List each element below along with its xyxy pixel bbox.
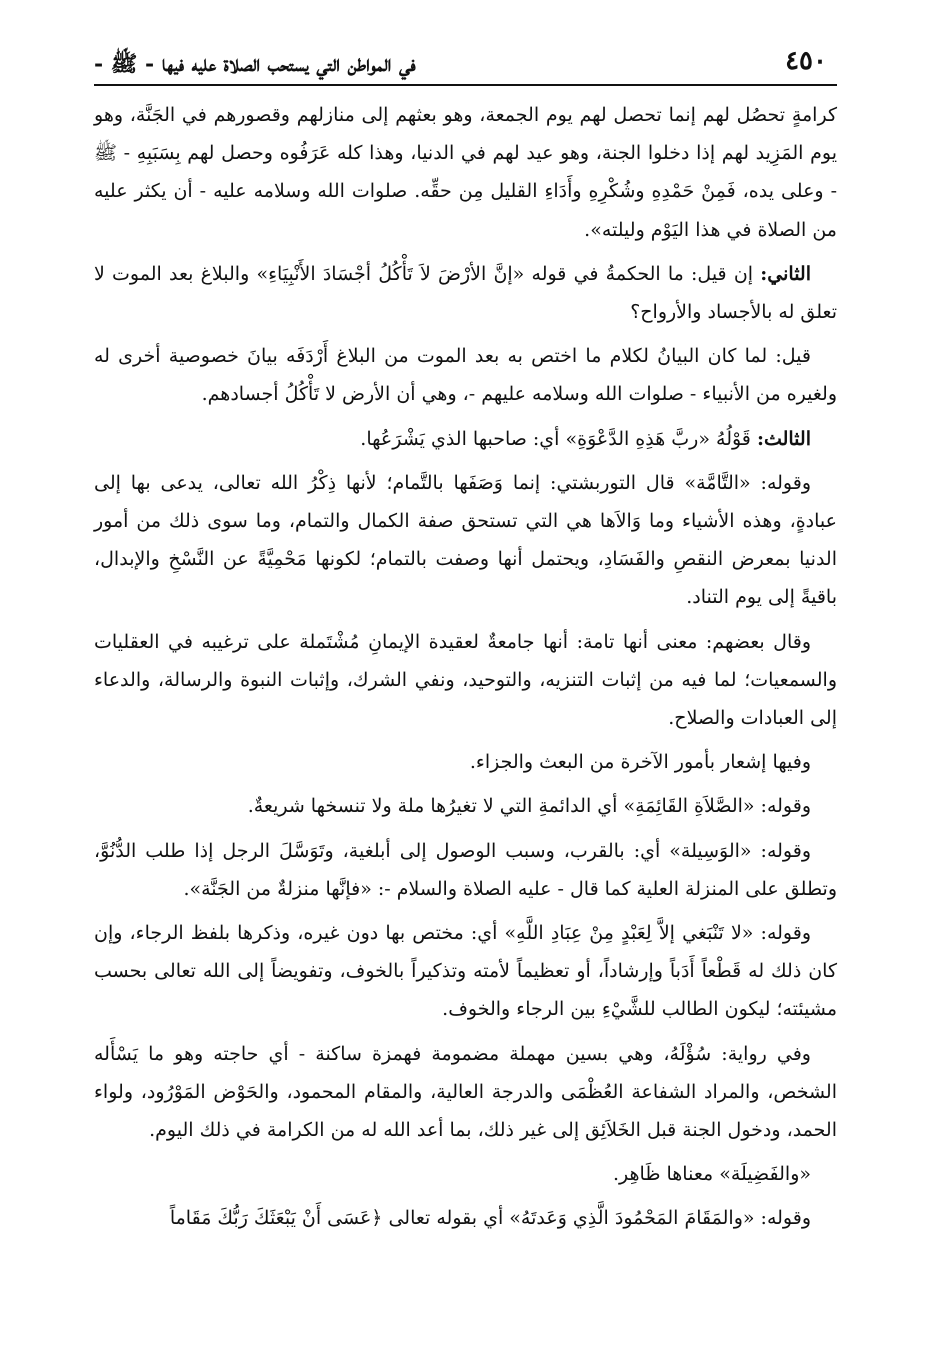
paragraph-11: وفي رواية: سُؤْلَهُ، وهي بسين مهملة مضمومة فهمزة ساكنة - أي حاجته وهو ما يَسْأَله الشخص، والمراد الشفاعة العُظْمَى والدرجة العالية، والمقام المحمود، والحَوْض المَوْرُود، ولواء الحمد، ودخول الجنة قبل الخَلاَئِق إلى غير ذلك، بما أعد الله له من الكرامة في ذلك اليوم. [94, 1042, 837, 1142]
page-number: ٤٥٠ [785, 46, 827, 76]
section-marker: الثاني: [760, 262, 811, 285]
paragraph-8: وقوله: «الصَّلاَةِ القَائِمَةِ» أي الدائمةِ التي لا تغيرُها ملة ولا تنسخها شريعةٌ. [247, 795, 811, 818]
book-page [94, 40, 837, 1350]
paragraph-3: قيل: لما كان البيانُ لكلام ما اختص به بعد الموت من البلاغ أَرْدَفَه بيانَ خصوصية أخرى له ولغيره من الأنبياء - صلوات الله وسلامه عليهم -، وهي أن الأرض لا تَأْكُلُ أجسادهم. [94, 345, 837, 406]
paragraph-12: «والفَضِيلَة» معناها ظَاهِر. [613, 1163, 811, 1186]
paragraph-1: كرامةٍ تحصُل لهم إنما تحصل لهم يوم الجمعة، وهو بعثهم إلى منازلهم وقصورهم في الجَنَّة، وهو يوم المَزِيد لهم إذا دخلوا الجنة، وهو عيد لهم في الدنيا، وهذا كله عَرَفُوه وحصل لهم بِسَبَبِهِ - ﷺ - وعلى يده، فَمِنْ حَمْدِهِ وشُكْرِهِ وأَدَاءِ القليل مِن حقِّه. صلوات الله وسلامه عليه - أن يكثر عليه من الصلاة في هذا اليَوْم وليلته». [94, 104, 837, 241]
paragraph-4: الثالث: قَوْلُهُ «ربَّ هَذِهِ الدَّعْوَةِ» أي: صاحبها الذي يَشْرَعُها. [360, 427, 811, 450]
paragraph-7: وفيها إشعار بأمور الآخرة من البعث والجزاء. [469, 751, 811, 774]
paragraph-5: وقوله: «التَّامَّة» قال التوربشتي: إنما وَصَفَها بالتَّمام؛ لأنها ذِكْرُ الله تعالى، يدعى بها إلى عبادةٍ، وهذه الأشياء وما وَالاَها هي التي تستحق صفة الكمال والتمام، وما سوى ذلك من أمور الدنيا بمعرض النقصِ والفَسَادِ، ويحتمل أنها وصفت بالتمام؛ لكونها مَحْمِيَّةً عن النَّسْخِ والإبدال، باقيةً إلى يوم التناد. [94, 471, 837, 609]
paragraph-6: وقال بعضهم: معنى أنها تامة: أنها جامعةٌ لعقيدة الإيمانِ مُشْتَملة على ترغيبه في العقليات والسمعيات؛ لما فيه من إثبات التنزيه، والتوحيد، ونفي الشرك، وإثبات النبوة والرسالة، والدعاء إلى العبادات والصلاح. [94, 630, 837, 730]
paragraph-2: الثاني: إن قيل: ما الحكمةُ في قوله «إنَّ الأرْضَ لاَ تَأْكُلُ أجْسَادَ الأَنْبِيَاءِ» والبلاغ بعد الموت لا تعلق له بالأجساد والأرواح؟ [94, 262, 837, 324]
running-title: في المواطن التي يستحب الصلاة عليه فيها - ﷺ - [94, 51, 416, 77]
main-text [94, 96, 837, 1238]
running-header [94, 40, 837, 86]
paragraph-10: وقوله: «لا تَنْبَغي إلاَّ لِعَبْدٍ مِنْ عِبَادِ اللَّهِ» أي: مختص بها دون غيره، وذكرها بلفظ الرجاء، وإن كان ذلك له قَطْعاً أَدَباً وإرشاداً، أو تعظيماً لأمته وتذكيراً بالخوف، وتفويضاً إلى الله تعالى بحسب مشيئته؛ ليكون الطالب للشَّيْءِ بين الرجاء والخوف. [94, 922, 837, 1021]
paragraph-13: وقوله: «والمَقَامَ المَحْمُودَ الَّذِي وَعَدتَهُ» أي بقوله تعالى ﴿عَسَى أَنْ يَبْعَثَكَ رَبُّكَ مَقَاماً [169, 1207, 811, 1230]
section-marker: الثالث: [756, 427, 811, 450]
paragraph-9: وقوله: «الوَسِيلة» أي: بالقرب، وسبب الوصول إلى أبلغية، وتَوَسَّلَ الرجل إذا طلب الدُّنُوَّ، وتطلق على المنزلة العلية كما قال - عليه الصلاة والسلام -: «فإنَّها منزلةٌ من الجَنَّة». [94, 839, 837, 900]
